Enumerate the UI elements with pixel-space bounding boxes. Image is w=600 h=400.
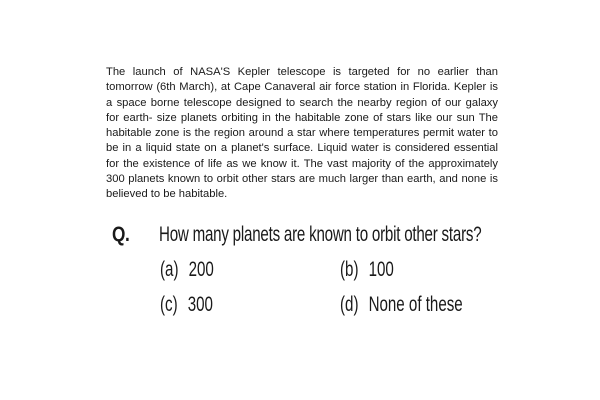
reading-passage: The launch of NASA'S Kepler telescope is targeted for no earlier than tomorrow (6th March), at Cape Canaveral air force station in Florida. Kepler is a space borne telescope designed to search the nearby region of our galaxy for earth- size planets orbiting in the habitable zone of stars like our sun The habitable zone is the region around a star where temperatures permit water to be in a liquid state on a planet's surface. Liquid water is considered essential for the existence of life as we know it. The vast majority of the approximately 300 planets known to orbit other stars are much larger than earth, and none is believed to be habitable. [106, 66, 498, 201]
option-c [160, 293, 213, 317]
question-text: How many planets are known to orbit other stars? [159, 223, 482, 246]
option-c-letter: (c) [160, 293, 178, 316]
option-d-text: None of these [368, 293, 463, 316]
option-b [340, 258, 394, 282]
option-a-letter: (a) [160, 258, 179, 281]
question [112, 223, 512, 257]
option-c-text: 300 [187, 293, 213, 316]
option-a [160, 258, 214, 282]
option-d [340, 293, 463, 317]
option-a-text: 200 [188, 258, 214, 281]
question-label: Q. [112, 223, 130, 246]
option-b-letter: (b) [340, 258, 359, 281]
option-d-letter: (d) [340, 293, 359, 316]
option-b-text: 100 [368, 258, 394, 281]
